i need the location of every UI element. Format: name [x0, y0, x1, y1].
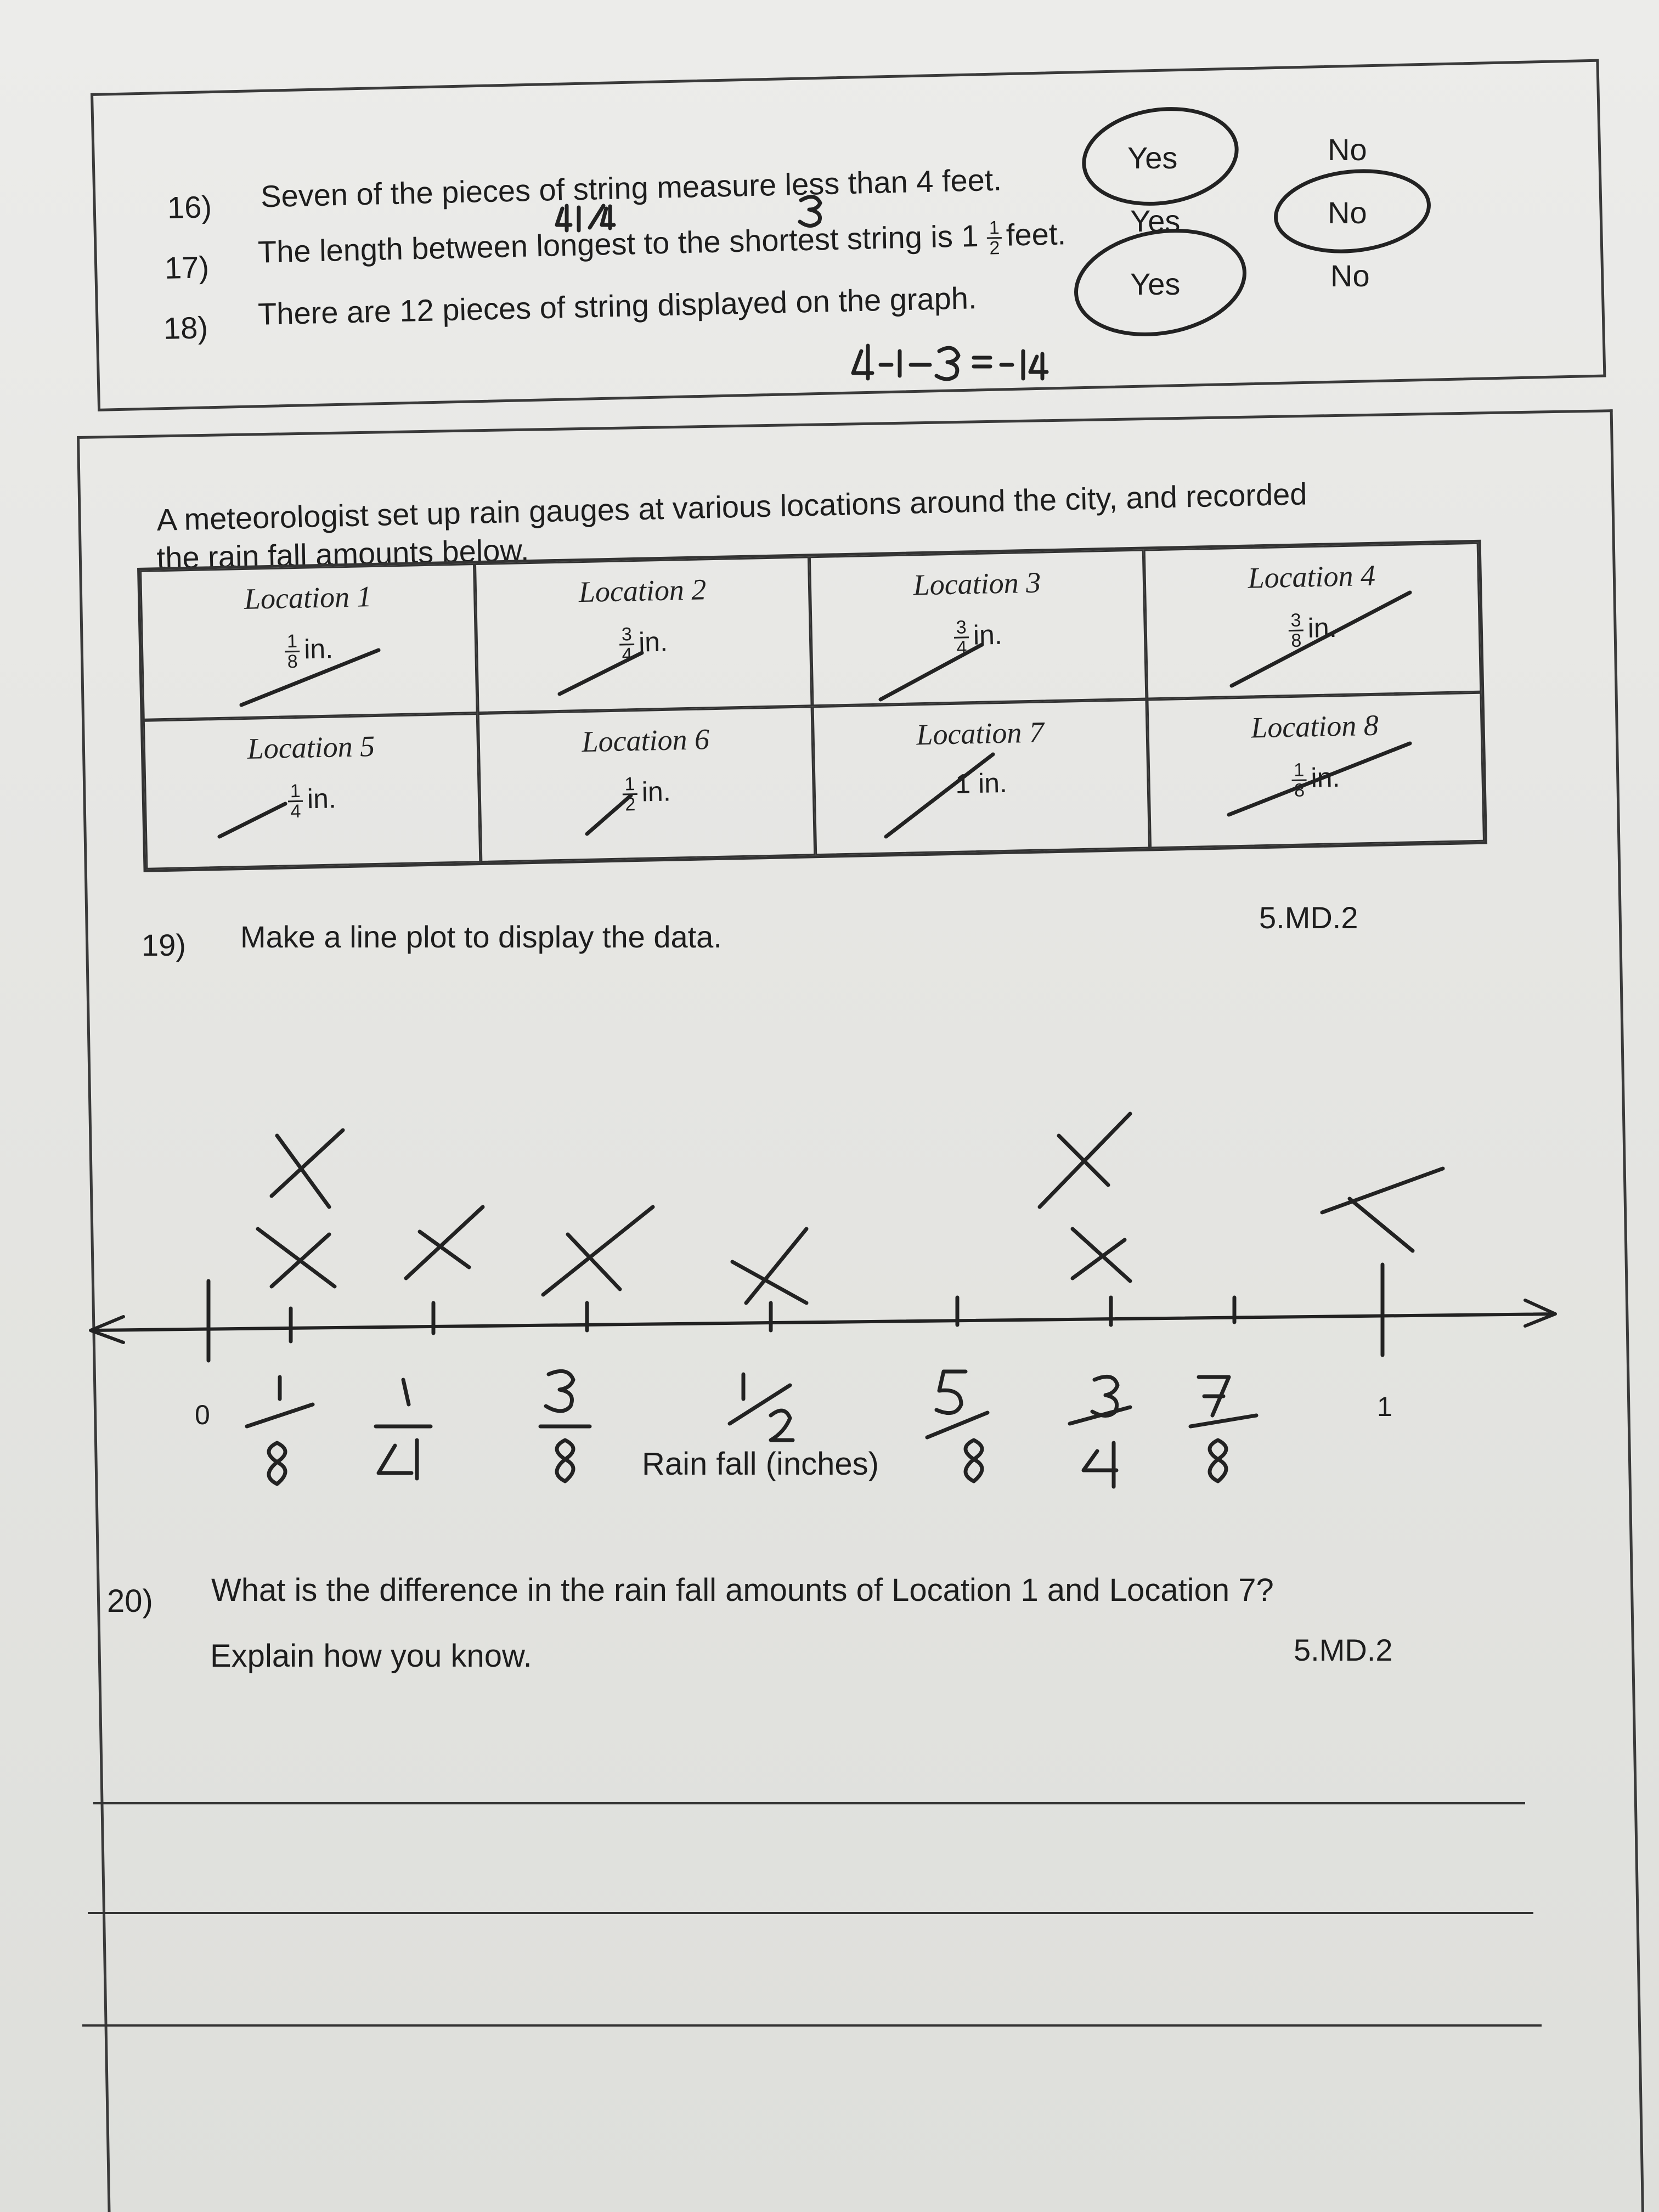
location-label: Location 8: [1250, 708, 1379, 744]
x-mark-1-4: [406, 1207, 483, 1278]
location-value: $\frac{1}{8}$ in.: [143, 628, 475, 674]
lineplot-one-label: 1: [1377, 1391, 1392, 1422]
x-mark-3-8: [543, 1207, 653, 1295]
q18-number: 18): [163, 310, 208, 346]
intro-line-1: A meteorologist set up rain gauges at various locations around the city, and recorded: [156, 476, 1308, 537]
location-label: Location 3: [913, 566, 1041, 602]
x-mark-1-8-a: [272, 1130, 343, 1207]
label-1-8: [247, 1377, 313, 1484]
label-3-4: [1070, 1376, 1130, 1487]
lineplot-axis-label: Rain fall (inches): [642, 1446, 879, 1482]
q20-explain: Explain how you know.: [210, 1638, 532, 1674]
q16-no-option[interactable]: No: [1328, 132, 1367, 167]
location-label: Location 5: [247, 729, 375, 765]
q17-number: 17): [164, 250, 210, 285]
q19-number: 19): [142, 928, 186, 962]
label-1-4: [376, 1380, 431, 1479]
location-value: $\frac{1}{2}$ in.: [481, 771, 812, 817]
q17-yes-option[interactable]: Yes: [1130, 204, 1181, 238]
strike-loc-5: [219, 804, 285, 837]
label-5-8: [927, 1372, 988, 1481]
q17-fraction: $\frac{1}{2}$: [986, 218, 1002, 258]
strike-loc-6: [587, 795, 631, 834]
location-value: $\frac{3}{4}$ in.: [812, 614, 1144, 661]
q19-prompt: Make a line plot to display the data.: [240, 919, 722, 954]
x-mark-1-2: [732, 1229, 806, 1303]
location-label: Location 7: [916, 715, 1045, 751]
location-value: $\frac{1}{8}$ in.: [1150, 757, 1482, 803]
q16-yes-option[interactable]: Yes: [1127, 140, 1178, 175]
label-1-2: [730, 1374, 793, 1440]
strike-loc-8: [1229, 743, 1410, 815]
handwritten-4-1-4: [557, 206, 614, 230]
location-value: $\frac{3}{4}$ in.: [477, 621, 809, 667]
x-mark-1-8-b: [258, 1229, 335, 1286]
location-value: 1 in.: [955, 767, 1008, 799]
handwritten-3: [800, 197, 820, 226]
q17-text-end: feet.: [1006, 216, 1066, 252]
q20-standard: 5.MD.2: [1294, 1633, 1393, 1667]
q16-number: 16): [167, 189, 212, 225]
q18-statement: There are 12 pieces of string displayed on the graph.: [257, 280, 978, 331]
q20-number: 20): [107, 1583, 153, 1619]
q17-text-start: The length between longest to the shortest string is 1: [257, 218, 979, 269]
strike-loc-1: [241, 650, 379, 705]
handwritten-equation: [853, 346, 1047, 379]
x-mark-3-4-b: [1073, 1229, 1130, 1281]
number-line-axis: [91, 1300, 1555, 1342]
q17-no-option[interactable]: No: [1328, 195, 1367, 230]
location-value: $\frac{3}{8}$ in.: [1147, 607, 1479, 653]
location-label: Location 6: [581, 722, 710, 758]
q18-yes-option[interactable]: Yes: [1130, 267, 1181, 301]
circle-q16-yes: [1078, 99, 1243, 213]
lineplot-zero-label: 0: [195, 1400, 210, 1430]
location-label: Location 1: [244, 580, 373, 616]
circle-q17-no: [1272, 164, 1433, 258]
location-value: $\frac{1}{4}$ in.: [146, 778, 478, 824]
strike-loc-2: [560, 653, 642, 694]
strike-loc-4: [1232, 592, 1410, 686]
label-7-8: [1190, 1377, 1256, 1481]
q18-no-option[interactable]: No: [1330, 258, 1370, 293]
x-mark-1: [1322, 1169, 1443, 1251]
location-label: Location 2: [578, 573, 707, 609]
circle-q18-yes: [1068, 218, 1252, 347]
strike-loc-3: [881, 645, 982, 699]
x-mark-3-4-a: [1040, 1114, 1130, 1207]
q19-standard: 5.MD.2: [1259, 900, 1358, 935]
intro-line-2: the rain fall amounts below.: [156, 532, 529, 575]
q20-prompt: What is the difference in the rain fall amounts of Location 1 and Location 7?: [211, 1572, 1274, 1608]
q16-statement: Seven of the pieces of string measure less than 4 feet.: [260, 162, 1002, 214]
location-label: Location 4: [1247, 558, 1376, 595]
label-3-8: [540, 1371, 590, 1481]
strike-loc-7: [886, 754, 993, 837]
